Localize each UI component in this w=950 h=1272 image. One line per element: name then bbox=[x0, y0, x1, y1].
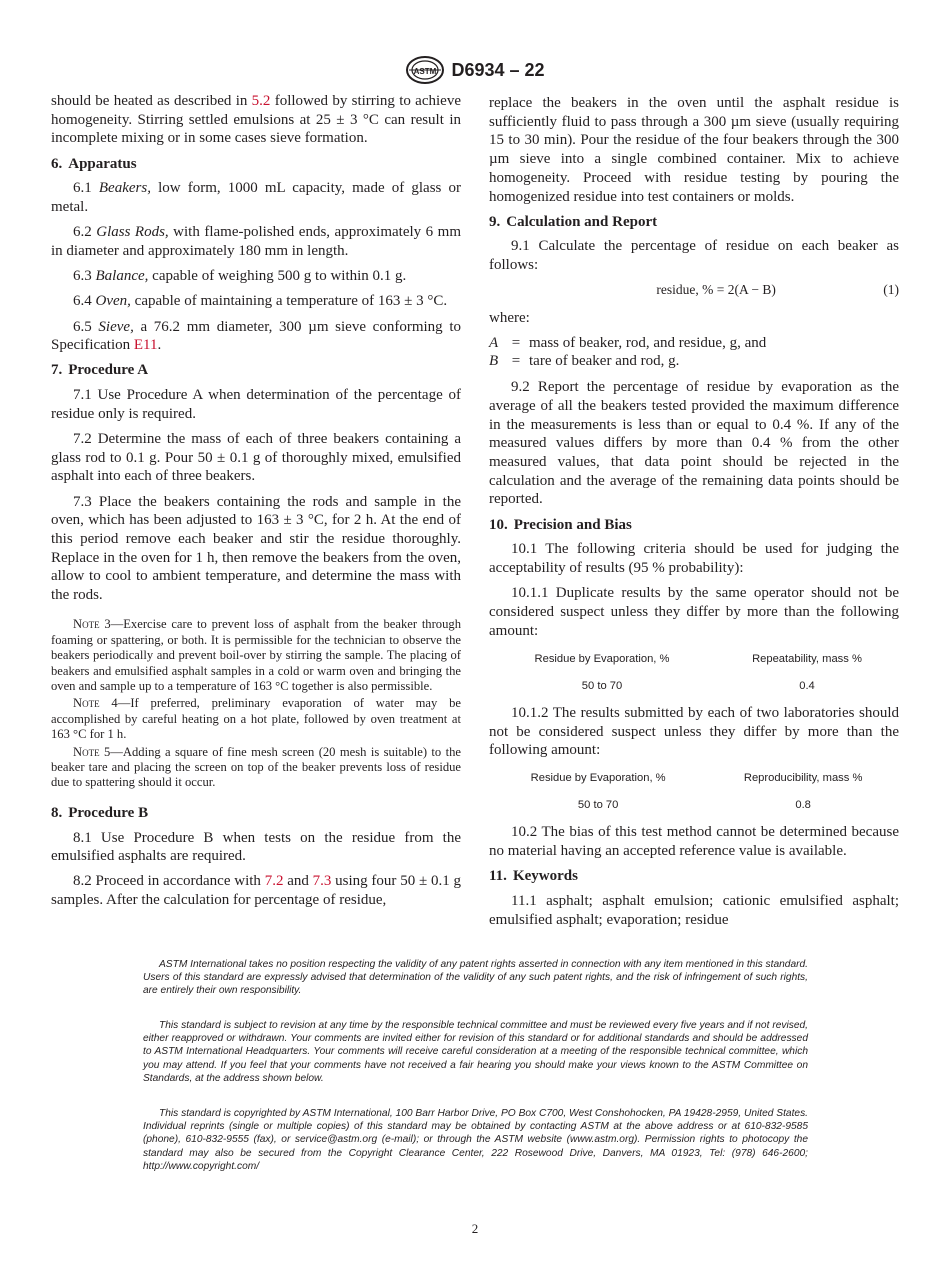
paragraph-10-1: 10.1 The following criteria should be used for judging the acceptability of results (95 % probability): bbox=[489, 541, 899, 577]
table-cell: 0.8 bbox=[795, 799, 811, 812]
paragraph-continued: should be heated as described in 5.2 followed by stirring to achieve homogeneity. Stirring settled emulsions at 25 ± 3 °C can result in incomplete mixing or in some cases sieve formation. bbox=[51, 93, 461, 147]
table-cell: 50 to 70 bbox=[581, 679, 623, 692]
where-definition-b: B = tare of beaker and rod, g. bbox=[489, 353, 680, 370]
paragraph-7-3: 7.3 Place the beakers containing the rods and sample in the oven, which has been adjusted to 163 ± 3 °C, for 2 h. At the end of this period remove each beaker and stir the residue thoroughly. Replace in the oven for 1 h, then remove the beakers from the oven, allow to cool to ambient temperature, and determine the mass with the rods. bbox=[51, 493, 461, 604]
paragraph-7-2: 7.2 Determine the mass of each of three beakers containing a glass rod to 0.1 g. Pour 50 ± 0.1 g of thoroughly mixed, emulsified asphalt into each of three beakers. bbox=[51, 431, 461, 485]
table-cell: 0.4 bbox=[799, 679, 815, 692]
section-7-heading: 7. Procedure A bbox=[51, 362, 149, 379]
reproducibility-table bbox=[489, 766, 899, 815]
left-column bbox=[51, 92, 461, 916]
paragraph-11-1: 11.1 asphalt; asphalt emulsion; cationic emulsified asphalt; emulsified asphalt; evaporation; residue bbox=[489, 893, 899, 928]
note-5: Note 5—Adding a square of fine mesh screen (20 mesh is suitable) to the beaker tare and placing the screen on top of the beaker prevents loss of residue due to spattering should it occur. bbox=[51, 744, 461, 790]
xref-7-3-link[interactable]: 7.3 bbox=[312, 873, 332, 890]
paragraph-8-1: 8.1 Use Procedure B when tests on the residue from the emulsified asphalts are required. bbox=[51, 829, 461, 865]
table-header: Reproducibility, mass % bbox=[743, 772, 863, 785]
xref-7-2-link[interactable]: 7.2 bbox=[264, 873, 284, 890]
section-11-heading: 11. Keywords bbox=[489, 868, 578, 885]
section-9-heading: 9. Calculation and Report bbox=[489, 213, 658, 230]
footer-patent-notice: ASTM International takes no position respecting the validity of any patent rights asserted in connection with any item mentioned in this standard. Users of this standard are expressly advised that determination of the validity of any such patent rights, and the risk of infringement of such rights, are entirely their own responsibility. bbox=[143, 959, 808, 997]
paragraph-9-2: 9.2 Report the percentage of residue by evaporation as the average of all the beakers tested provided the maximum difference in the measurements is less than or equal to 0.4 %. If any of the measured values differs by more than 0.4 % from the other measured values, that data point should be rejected in the calculation and the average of the remaining data points should be reported. bbox=[489, 379, 899, 508]
paragraph-6-2: 6.2 Glass Rods, with flame-polished ends, approximately 6 mm in diameter and approximately 180 mm in length. bbox=[51, 224, 461, 259]
paragraph-9-1: 9.1 Calculate the percentage of residue on each beaker as follows: bbox=[489, 238, 899, 274]
paragraph-6-1: 6.1 Beakers, low form, 1000 mL capacity, made of glass or metal. bbox=[51, 180, 462, 216]
footer-copyright-notice: This standard is copyrighted by ASTM International, 100 Barr Harbor Drive, PO Box C700, West Conshohocken, PA 19428-2959, United States. Individual reprints (single or multiple copies) of this standard may be obtained by contacting ASTM at the above address or at 610-832-9585 (phone), 610-832-9555 (fax), or service@astm.org (e-mail); or through the ASTM website (www.astm.org). Permission rights to photocopy the standard may also be secured from the Copyright Clearance Center, 222 Rosewood Drive, Danvers, MA 01923, Tel: (978) 646-2600; http://www.copyright.com/ bbox=[143, 1108, 808, 1172]
repeatability-table bbox=[489, 647, 899, 696]
xref-e11-link[interactable]: E11 bbox=[133, 337, 158, 354]
where-label: where: bbox=[489, 310, 530, 327]
note-4: Note 4—If preferred, preliminary evaporation of water may be accomplished by careful heating on a hot plate, followed by oven treatment at 163 °C for 1 h. bbox=[51, 696, 461, 742]
paragraph-10-1-2: 10.1.2 The results submitted by each of two laboratories should not be considered suspect unless they differ by more than the following amount: bbox=[489, 704, 899, 759]
equation-number: (1) bbox=[883, 282, 899, 298]
table-cell: 50 to 70 bbox=[577, 799, 619, 812]
paragraph-10-2: 10.2 The bias of this test method cannot be determined because no material having an accepted reference value is available. bbox=[489, 824, 899, 860]
page-header bbox=[0, 54, 950, 86]
paragraph-10-1-1: 10.1.1 Duplicate results by the same operator should not be considered suspect unless they differ by more than the following amount: bbox=[489, 585, 899, 639]
page-number: 2 bbox=[471, 1221, 479, 1236]
svg-text:ASTM: ASTM bbox=[414, 67, 437, 76]
paragraph-7-1: 7.1 Use Procedure A when determination of the percentage of residue only is required. bbox=[51, 387, 461, 422]
section-8-heading: 8. Procedure B bbox=[51, 804, 149, 821]
standard-designation: D6934 – 22 bbox=[451, 59, 545, 80]
table-header: Residue by Evaporation, % bbox=[530, 772, 666, 785]
paragraph-6-3: 6.3 Balance, capable of weighing 500 g to within 0.1 g. bbox=[73, 268, 407, 285]
section-10-heading: 10. Precision and Bias bbox=[489, 516, 632, 533]
table-header: Repeatability, mass % bbox=[752, 652, 862, 665]
paragraph-6-4: 6.4 Oven, capable of maintaining a temperature of 163 ± 3 °C. bbox=[73, 293, 448, 310]
footer-revision-notice: This standard is subject to revision at any time by the responsible technical committee and must be reviewed every five years and if not revised, either reapproved or withdrawn. Your comments are invited either for revision of this standard or for additional standards and should be addressed to ASTM International Headquarters. Your comments will receive careful consideration at a meeting of the responsible technical committee, which you may attend. If you feel that your comments have not received a fair hearing you should make your views known to the ASTM Committee on Standards, at the address shown below. bbox=[143, 1020, 808, 1084]
equation-expression: residue, % = 2(A − B) bbox=[656, 282, 776, 298]
section-6-heading: 6. Apparatus bbox=[51, 155, 137, 172]
equation-1 bbox=[489, 281, 899, 300]
note-3: Note 3—Exercise care to prevent loss of asphalt from the beaker through foaming or spattering, or both. It is permissible for the technician to observe the beakers periodically and prevent boil-over by stirring the sample. The placing of beakers and emulsified asphalt samples in a cold or warm oven and bringing the oven and sample up to a temperature of 163 °C together is also permissible. bbox=[51, 617, 461, 693]
paragraph-8-2-continued: replace the beakers in the oven until the asphalt residue is sufficiently fluid to pass through a 300 µm sieve (usually requiring 15 to 30 min). Pour the residue of the four beakers through the 300 µm sieve into a single combined container. Mix to achieve homogeneity. Proceed with residue testing by pouring the homogenized residue into test containers or molds. bbox=[489, 95, 899, 205]
xref-5-2-link[interactable]: 5.2 bbox=[251, 93, 271, 109]
astm-logo-icon bbox=[405, 55, 445, 85]
table-header: Residue by Evaporation, % bbox=[534, 652, 670, 665]
paragraph-6-5: 6.5 Sieve, a 76.2 mm diameter, 300 µm sieve conforming to Specification E11. bbox=[51, 318, 461, 354]
paragraph-8-2: 8.2 Proceed in accordance with 7.2 and 7.3 using four 50 ± 0.1 g samples. After the calculation for percentage of residue, bbox=[51, 873, 461, 909]
where-definition-a: A = mass of beaker, rod, and residue, g, and bbox=[489, 335, 767, 352]
right-column bbox=[489, 94, 899, 936]
